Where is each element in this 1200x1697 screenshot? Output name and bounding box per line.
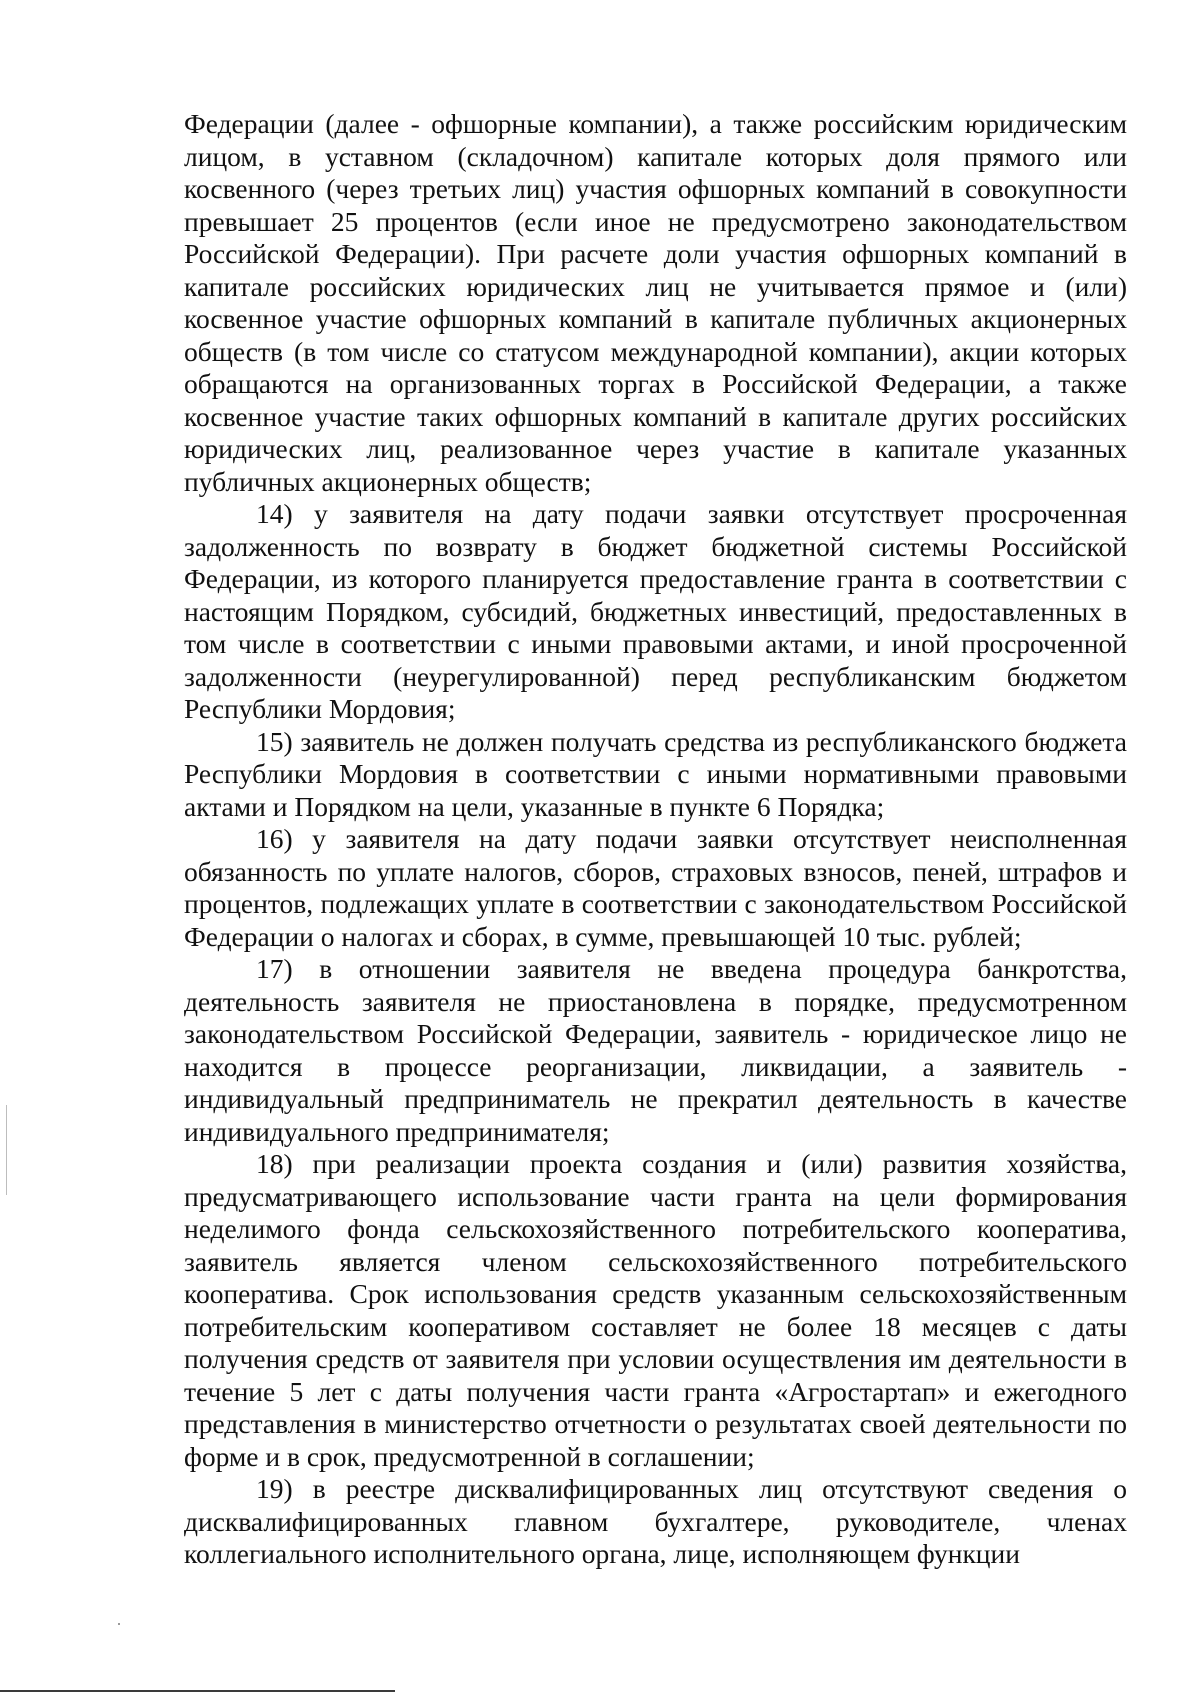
document-body xyxy=(184,108,1127,1571)
paragraph-item-17: 17) в отношении заявителя не введена процедура банкротства, деятельность заявителя не приостановлена в порядке, предусмотренном законодательством Российской Федерации, заявитель - юридическое лицо не находится в процессе реорганизации, ликвидации, а заявитель - индивидуальный предприниматель не прекратил деятельность в качестве индивидуального предпринимателя; xyxy=(184,953,1127,1147)
scan-bottom-line xyxy=(0,1690,395,1692)
paragraph-item-15: 15) заявитель не должен получать средства из республиканского бюджета Республики Мордовия в соответствии с иными нормативными правовыми актами и Порядком на цели, указанные в пункте 6 Порядка; xyxy=(184,725,1127,822)
scan-edge-mark xyxy=(6,1105,7,1195)
paragraph-item-16: 16) у заявителя на дату подачи заявки отсутствует неисполненная обязанность по уплате налогов, сборов, страховых взносов, пеней, штрафов и процентов, подлежащих уплате в соответствии с законодательством Российской Федерации о налогах и сборах, в сумме, превышающей 10 тыс. рублей; xyxy=(184,823,1127,952)
paragraph-item-18: 18) при реализации проекта создания и (или) развития хозяйства, предусматривающего использование части гранта на цели формирования неделимого фонда сельскохозяйственного потребительского кооператива, заявитель является членом сельскохозяйственного потребительского кооператива. Срок использования средств указанным сельскохозяйственным потребительским кооперативом составляет не более 18 месяцев с даты получения средств от заявителя при условии осуществления им деятельности в течение 5 лет с даты получения части гранта «Агростартап» и ежегодного представления в министерство отчетности о результатах своей деятельности по форме и в срок, предусмотренной в соглашении; xyxy=(184,1148,1127,1472)
paragraph-item-14: 14) у заявителя на дату подачи заявки отсутствует просроченная задолженность по возврату в бюджет бюджетной системы Российской Федерации, из которого планируется предоставление гранта в соответствии с настоящим Порядком, субсидий, бюджетных инвестиций, предоставленных в том числе в соответствии с иными правовыми актами, и иной просроченной задолженности (неурегулированной) перед республиканским бюджетом Республики Мордовия; xyxy=(184,498,1127,724)
scan-dust-mark xyxy=(118,1623,120,1625)
paragraph-offshore-continuation: Федерации (далее - офшорные компании), а также российским юридическим лицом, в уставном (складочном) капитале которых доля прямого или косвенного (через третьих лиц) участия офшорных компаний в совокупности превышает 25 процентов (если иное не предусмотрено законодательством Российской Федерации). При расчете доли участия офшорных компаний в капитале российских юридических лиц не учитывается прямое и (или) косвенное участие офшорных компаний в капитале публичных акционерных обществ (в том числе со статусом международной компании), акции которых обращаются на организованных торгах в Российской Федерации, а также косвенное участие таких офшорных компаний в капитале других российских юридических лиц, реализованное через участие в капитале указанных публичных акционерных обществ; xyxy=(184,108,1127,497)
paragraph-item-19: 19) в реестре дисквалифицированных лиц отсутствуют сведения о дисквалифицированных главном бухгалтере, руководителе, членах коллегиального исполнительного органа, лице, исполняющем функции xyxy=(184,1473,1127,1569)
